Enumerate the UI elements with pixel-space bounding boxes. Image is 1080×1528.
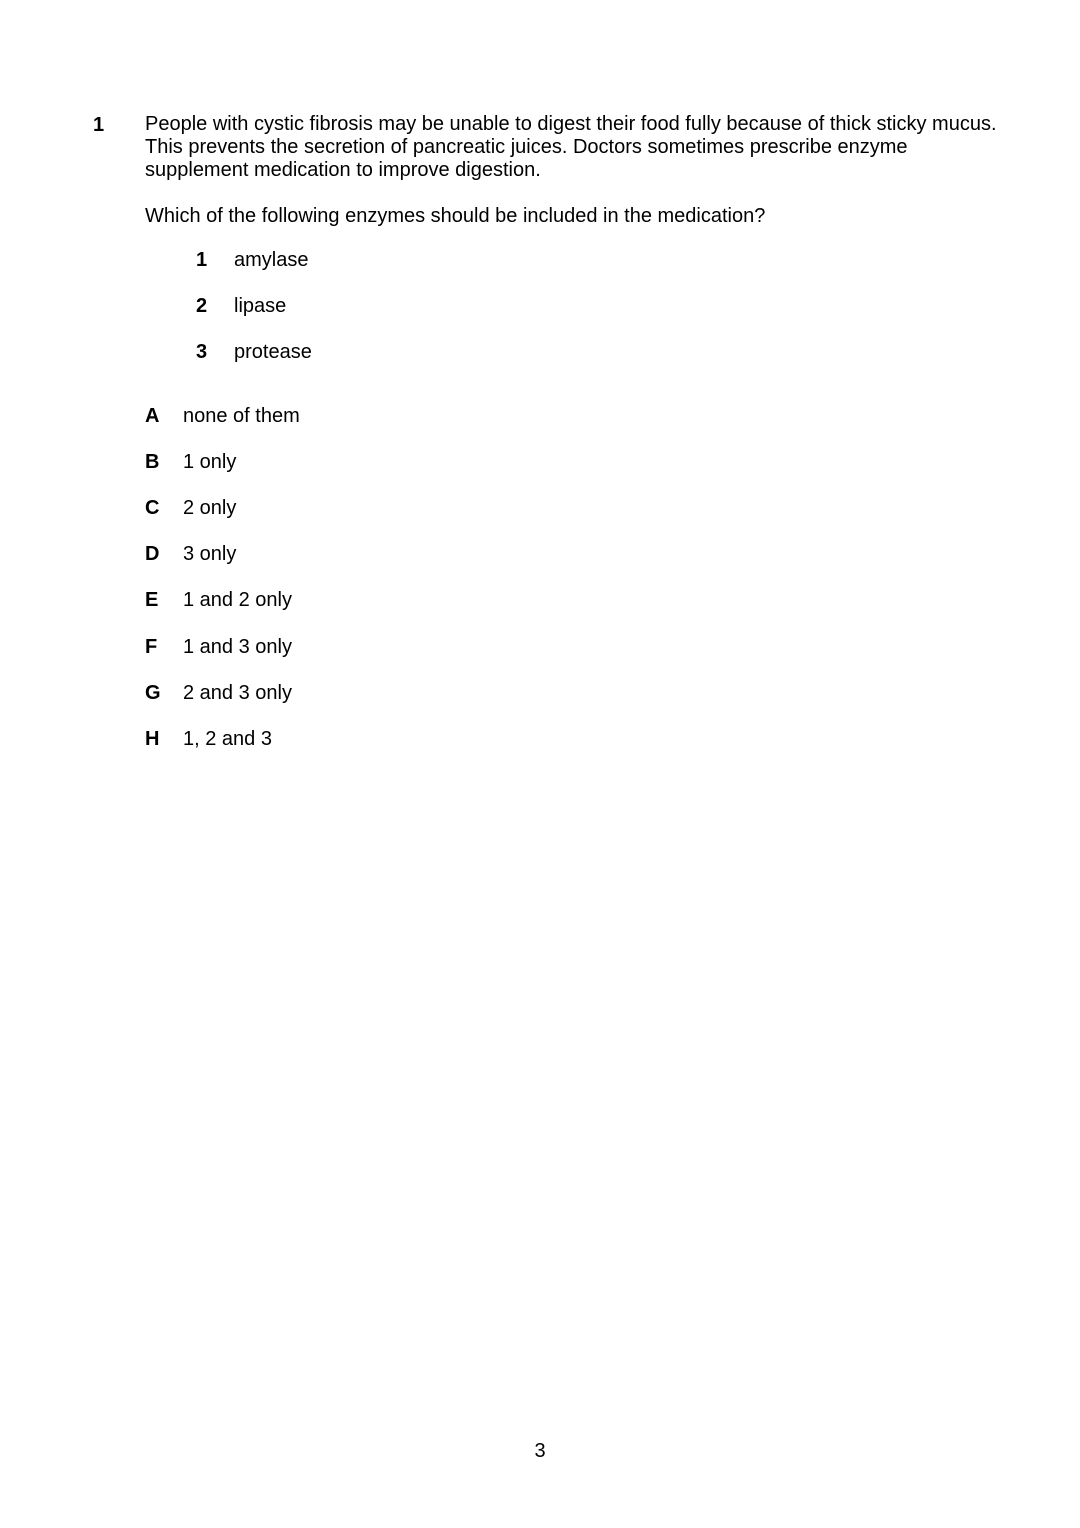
option-letter: E [145, 589, 159, 611]
option-letter: B [145, 451, 160, 473]
question-prompt: Which of the following enzymes should be included in the medication? [145, 205, 766, 227]
option-letter: H [145, 728, 160, 750]
enzyme-number: 3 [196, 341, 208, 363]
option-letter: F [145, 636, 158, 658]
option-text: 1, 2 and 3 [183, 728, 272, 750]
enzyme-number: 2 [196, 295, 208, 317]
enzyme-item [196, 294, 286, 318]
page-number: 3 [534, 1440, 546, 1462]
option-text: 1 and 2 only [183, 589, 292, 611]
enzyme-name: protease [234, 341, 312, 363]
option-letter: A [145, 405, 160, 427]
question-number: 1 [93, 114, 105, 136]
answer-option-f [145, 635, 292, 659]
answer-option-a [145, 404, 300, 428]
option-letter: C [145, 497, 160, 519]
enzyme-number: 1 [196, 249, 208, 271]
option-text: 3 only [183, 543, 237, 565]
option-letter: D [145, 543, 160, 565]
option-text: 1 only [183, 451, 237, 473]
answer-option-g [145, 681, 292, 705]
answer-option-d [145, 542, 236, 566]
option-text: 1 and 3 only [183, 636, 292, 658]
answer-option-c [145, 496, 236, 520]
answer-option-b [145, 450, 236, 474]
option-letter: G [145, 682, 161, 704]
answer-option-h [145, 727, 272, 751]
enzyme-name: lipase [234, 295, 287, 317]
answer-option-e [145, 588, 292, 612]
option-text: 2 only [183, 497, 237, 519]
option-text: none of them [183, 405, 300, 427]
enzyme-name: amylase [234, 249, 309, 271]
question-stem: People with cystic fibrosis may be unable to digest their food fully because of thick sticky mucus. This prevents the secretion of pancreatic juices. Doctors sometimes prescribe enzyme supplement medication to improve digestion. [145, 113, 997, 181]
option-text: 2 and 3 only [183, 682, 292, 704]
enzyme-item [196, 248, 308, 272]
enzyme-item [196, 340, 312, 364]
